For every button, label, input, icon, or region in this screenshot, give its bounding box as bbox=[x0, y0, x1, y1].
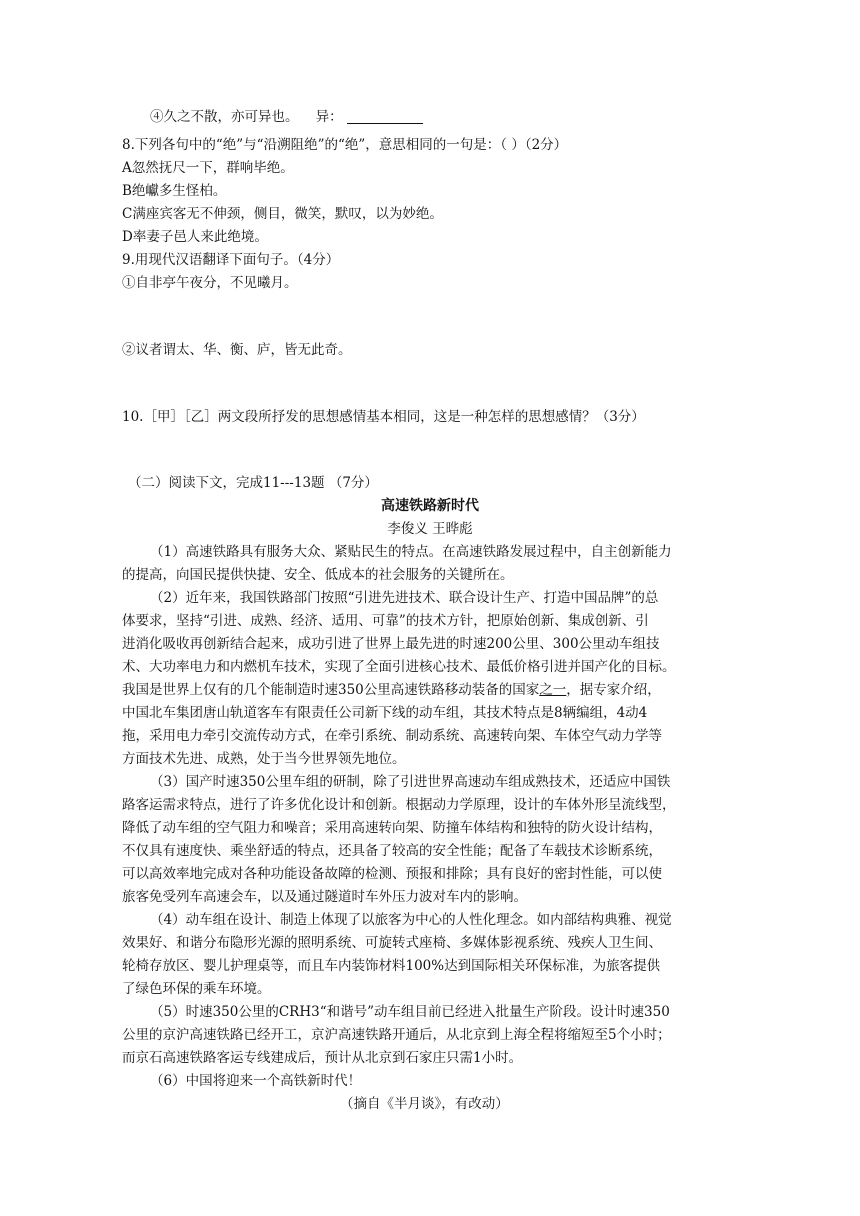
p3-line-1: （3）国产时速350公里车组的研制，除了引进世界高速动车组成熟技术，还适应中国铁 bbox=[150, 774, 671, 790]
q9-stem: 9.用现代汉语翻译下面句子。（4分） bbox=[122, 252, 340, 268]
p2-line-5-b: ，据专家介绍， bbox=[566, 682, 661, 698]
article-source: （摘自《半月谈》，有改动） bbox=[340, 1096, 509, 1112]
p3-line-6: 旅客免受列车高速会车，以及通过隧道时车外压力波对车内的影响。 bbox=[122, 889, 527, 905]
p1-line-2: 的提高，向国民提供快捷、安全、低成本的社会服务的关键所在。 bbox=[122, 567, 514, 583]
q8-option-c: C满座宾客无不伸颈，侧目，微笑，默叹，以为妙绝。 bbox=[122, 206, 443, 222]
p5-line-3: 而京石高速铁路客运专线建成后，预计从北京到石家庄只需1小时。 bbox=[122, 1050, 523, 1066]
article-title: 高速铁路新时代 bbox=[381, 498, 479, 514]
p3-line-5: 可以高效率地完成对各种功能设备故障的检测、预报和排除；具有良好的密封性能，可以使 bbox=[122, 866, 662, 882]
p4-line-3: 轮椅存放区、婴儿护理桌等，而且车内装饰材料100%达到国际相关环保标准，为旅客提供 bbox=[122, 958, 661, 974]
p3-line-3: 降低了动车组的空气阻力和噪音；采用高速转向架、防撞车体结构和独特的防火设计结构， bbox=[122, 820, 662, 836]
p2-line-4: 术、大功率电力和内燃机车技术，实现了全面引进核心技术、最低价格引进并国产化的目标。 bbox=[122, 659, 676, 675]
q10-stem: 10.［甲］［乙］两文段所抒发的思想感情基本相同，这是一种怎样的思想感情？（3分） bbox=[122, 409, 645, 425]
p3-line-2: 路客运需求特点，进行了许多优化设计和创新。根据动力学原理，设计的车体外形呈流线型， bbox=[122, 797, 676, 813]
underlined-phrase: 之一 bbox=[539, 682, 567, 698]
p2-line-6: 中国北车集团唐山轨道客车有限责任公司新下线的动车组，其技术特点是8辆编组，4动4 bbox=[122, 705, 648, 721]
p2-line-5-a: 我国是世界上仅有的几个能制造时速350公里高速铁路移动装备的国家 bbox=[122, 682, 540, 698]
answer-blank bbox=[347, 109, 423, 124]
p5-line-1: （5）时速350公里的CRH3“和谐号”动车组目前已经进入批量生产阶段。设计时速350 bbox=[150, 1004, 670, 1020]
p2-line-5 bbox=[122, 681, 661, 699]
article-authors: 李俊义 王晔彪 bbox=[387, 521, 473, 537]
q7-item4 bbox=[150, 108, 423, 126]
p2-line-2: 体要求，坚持“引进、成熟、经济、适用、可靠”的技术方针，把原始创新、集成创新、引 bbox=[122, 613, 649, 629]
p4-line-2: 效果好、和谐分布隐形光源的照明系统、可旋转式座椅、多媒体影视系统、残疾人卫生间、 bbox=[122, 935, 662, 951]
p4-line-4: 了绿色环保的乘车环境。 bbox=[122, 981, 271, 997]
p4-line-1: （4）动车组在设计、制造上体现了以旅客为中心的人性化理念。如内部结构典雅、视觉 bbox=[150, 912, 672, 928]
q8-option-a: A忽然抚尺一下，群响毕绝。 bbox=[122, 160, 294, 176]
p5-line-2: 公里的京沪高速铁路已经开工，京沪高速铁路开通后，从北京到上海全程将缩短至5个小时； bbox=[122, 1027, 671, 1043]
p6-line-1: （6）中国将迎来一个高铁新时代！ bbox=[150, 1073, 362, 1089]
p2-line-1: （2）近年来，我国铁路部门按照“引进先进技术、联合设计生产、打造中国品牌”的总 bbox=[150, 590, 659, 606]
p2-line-3: 进消化吸收再创新结合起来，成功引进了世界上最先进的时速200公里、300公里动车组技 bbox=[122, 636, 660, 652]
q8-option-d: D率妻子邑人来此绝境。 bbox=[122, 229, 268, 245]
q9-sentence-1: ①自非亭午夜分，不见曦月。 bbox=[122, 275, 298, 291]
p2-line-8: 方面技术先进、成熟，处于当今世界领先地位。 bbox=[122, 751, 406, 767]
p3-line-4: 不仅具有速度快、乘坐舒适的特点，还具备了较高的安全性能；配备了车载技术诊断系统， bbox=[122, 843, 662, 859]
section2-heading: （二）阅读下文，完成11---13题 （7分） bbox=[128, 475, 378, 491]
q9-sentence-2: ②议者谓太、华、衡、庐，皆无此奇。 bbox=[122, 342, 352, 358]
p1-line-1: （1）高速铁路具有服务大众、紧贴民生的特点。在高速铁路发展过程中，自主创新能力 bbox=[150, 544, 672, 560]
p2-line-7: 拖，采用电力牵引交流传动方式，在牵引系统、制动系统、高速转向架、车体空气动力学等 bbox=[122, 728, 662, 744]
q7-item4-label: 异： bbox=[315, 109, 343, 125]
q7-item4-text: ④久之不散，亦可异也。 bbox=[150, 109, 299, 125]
q8-option-b: B绝巘多生怪柏。 bbox=[122, 183, 227, 199]
q8-stem: 8.下列各句中的“绝”与“沿溯阻绝”的“绝”，意思相同的一句是：（ ）（2分） bbox=[122, 137, 568, 153]
